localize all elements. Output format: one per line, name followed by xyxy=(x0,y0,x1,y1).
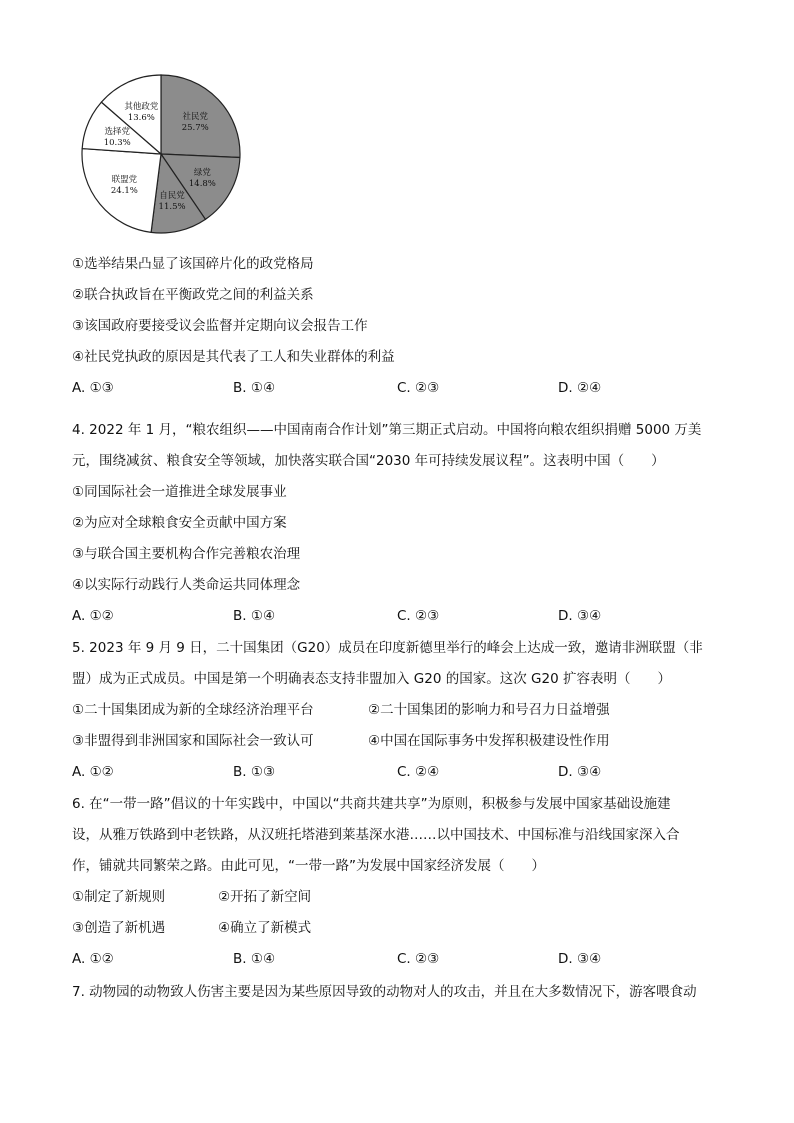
q6-option-c[interactable]: C. ②③ xyxy=(397,951,440,967)
q3-statement-1: ①选举结果凸显了该国碎片化的政党格局 xyxy=(72,256,314,272)
q6-statement-4: ④确立了新模式 xyxy=(218,920,312,936)
pie-slice-label-5: 其他政党 xyxy=(124,101,159,112)
pie-slice-value-1: 14.8% xyxy=(188,179,216,190)
q4-statement-1: ①同国际社会一道推进全球发展事业 xyxy=(72,484,287,500)
q6-stem-line-2: 设，从雅万铁路到中老铁路，从汉班托塔港到莱基深水港……以中国技术、中国标准与沿线国家深入合 xyxy=(72,827,680,843)
q4-option-d[interactable]: D. ③④ xyxy=(558,608,602,624)
q4-statement-3: ③与联合国主要机构合作完善粮农治理 xyxy=(72,546,301,562)
pie-slice-value-0: 25.7% xyxy=(181,123,209,134)
pie-slice-label-2: 自民党 xyxy=(159,191,185,202)
q4-statement-2: ②为应对全球粮食安全贡献中国方案 xyxy=(72,515,287,531)
q6-stem-line-3: 作，铺就共同繁荣之路。由此可见，“一带一路”为发展中国家经济发展（ ） xyxy=(72,858,545,874)
q6-statement-1: ①制定了新规则 xyxy=(72,889,166,905)
q7-stem-line-1: 7. 动物园的动物致人伤害主要是因为某些原因导致的动物对人的攻击，并且在大多数情况下，游客喂食动 xyxy=(72,984,697,1000)
pie-slice-value-2: 11.5% xyxy=(158,202,186,213)
pie-slice-label-0: 社民党 xyxy=(182,112,209,123)
pie-slice-label-1: 绿党 xyxy=(193,168,211,179)
q3-option-b[interactable]: B. ①④ xyxy=(233,380,276,396)
q5-statement-1: ①二十国集团成为新的全球经济治理平台 xyxy=(72,702,314,718)
q5-statement-4: ④中国在国际事务中发挥积极建设性作用 xyxy=(368,733,610,749)
pie-slice-label-3: 联盟党 xyxy=(111,175,138,186)
q5-option-c[interactable]: C. ②④ xyxy=(397,764,440,780)
q5-option-b[interactable]: B. ①③ xyxy=(233,764,276,780)
q5-statement-2: ②二十国集团的影响力和号召力日益增强 xyxy=(368,702,610,718)
q4-option-a[interactable]: A. ①② xyxy=(72,608,114,624)
pie-slice-value-5: 13.6% xyxy=(127,112,155,123)
party-vote-pie-chart xyxy=(0,0,794,240)
q6-option-d[interactable]: D. ③④ xyxy=(558,951,602,967)
q4-stem-line-2: 元，围绕减贫、粮食安全等领域，加快落实联合国“2030 年可持续发展议程”。这表明中国（ ） xyxy=(72,453,665,469)
q6-stem-line-1: 6. 在“一带一路”倡议的十年实践中，中国以“共商共建共享”为原则，积极参与发展中国家基础设施建 xyxy=(72,796,671,812)
q6-option-b[interactable]: B. ①④ xyxy=(233,951,276,967)
q4-stem-line-1: 4. 2022 年 1 月，“粮农组织——中国南南合作计划”第三期正式启动。中国将向粮农组织捐赠 5000 万美 xyxy=(72,422,702,438)
pie-slice-value-4: 10.3% xyxy=(103,137,131,148)
q6-statement-3: ③创造了新机遇 xyxy=(72,920,166,936)
q3-option-d[interactable]: D. ②④ xyxy=(558,380,602,396)
pie-slice-value-3: 24.1% xyxy=(110,186,138,197)
q3-statement-4: ④社民党执政的原因是其代表了工人和失业群体的利益 xyxy=(72,349,395,365)
q3-option-c[interactable]: C. ②③ xyxy=(397,380,440,396)
q6-option-a[interactable]: A. ①② xyxy=(72,951,114,967)
q4-statement-4: ④以实际行动践行人类命运共同体理念 xyxy=(72,577,301,593)
q5-option-a[interactable]: A. ①② xyxy=(72,764,114,780)
q3-statement-2: ②联合执政旨在平衡政党之间的利益关系 xyxy=(72,287,314,303)
q3-statement-3: ③该国政府要接受议会监督并定期向议会报告工作 xyxy=(72,318,368,334)
q5-statement-3: ③非盟得到非洲国家和国际社会一致认可 xyxy=(72,733,314,749)
q4-option-b[interactable]: B. ①④ xyxy=(233,608,276,624)
q4-option-c[interactable]: C. ②③ xyxy=(397,608,440,624)
q5-stem-line-2: 盟）成为正式成员。中国是第一个明确表态支持非盟加入 G20 的国家。这次 G20 扩容表明（ ） xyxy=(72,671,671,687)
q3-option-a[interactable]: A. ①③ xyxy=(72,380,114,396)
q6-statement-2: ②开拓了新空间 xyxy=(218,889,312,905)
q5-stem-line-1: 5. 2023 年 9 月 9 日，二十国集团（G20）成员在印度新德里举行的峰会上达成一致，邀请非洲联盟（非 xyxy=(72,640,703,656)
pie-slice-label-4: 选择党 xyxy=(104,126,130,137)
q5-option-d[interactable]: D. ③④ xyxy=(558,764,602,780)
